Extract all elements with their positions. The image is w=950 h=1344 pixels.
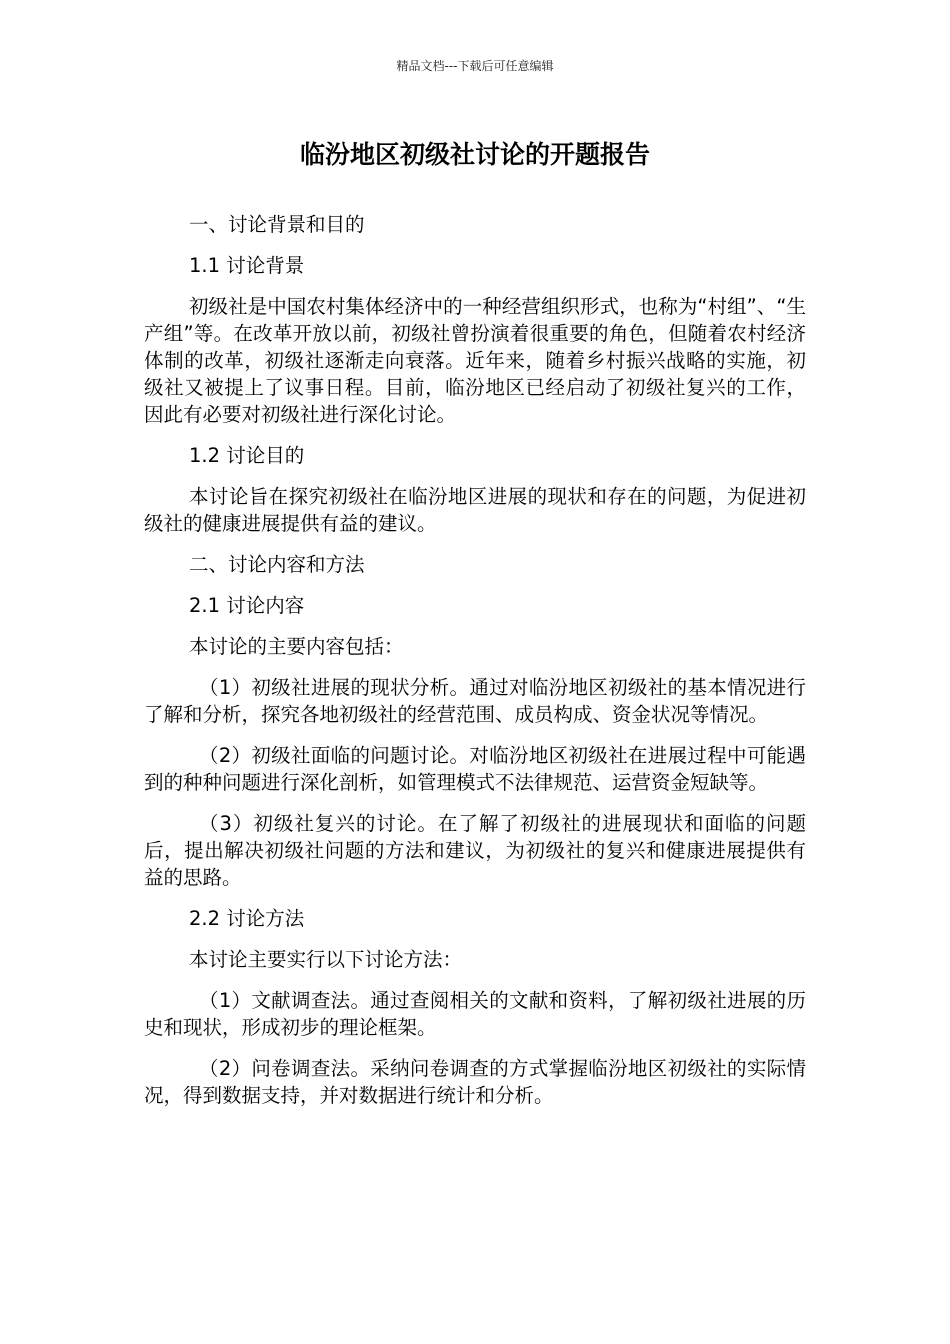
method-list-item: （1）文献调查法。通过查阅相关的文献和资料，了解初级社进展的历史和现状，形成初步的理论框架。 xyxy=(144,989,806,1039)
document-title: 临汾地区初级社讨论的开题报告 xyxy=(299,140,650,169)
section-1-heading: 一、讨论背景和目的 xyxy=(189,213,365,236)
content-list-item: （3）初级社复兴的讨论。在了解了初级社的进展现状和面临的问题后，提出解决初级社问题的方法和建议，为初级社的复兴和健康进展提供有益的思路。 xyxy=(144,812,806,889)
subsection-1-2-paragraph: 本讨论旨在探究初级社在临汾地区进展的现状和存在的问题，为促进初级社的健康进展提供有益的建议。 xyxy=(144,485,806,535)
subsection-2-1-intro: 本讨论的主要内容包括： xyxy=(189,635,404,658)
content-list-item: （1）初级社进展的现状分析。通过对临汾地区初级社的基本情况进行了解和分析，探究各地初级社的经营范围、成员构成、资金状况等情况。 xyxy=(144,676,806,726)
subsection-2-1-heading: 2.1 讨论内容 xyxy=(189,594,305,617)
subsection-1-1-heading: 1.1 讨论背景 xyxy=(189,254,305,277)
subsection-1-2-heading: 1.2 讨论目的 xyxy=(189,444,305,467)
content-list-item: （2）初级社面临的问题讨论。对临汾地区初级社在进展过程中可能遇到的种种问题进行深化剖析，如管理模式不法律规范、运营资金短缺等。 xyxy=(144,744,806,794)
page-header-watermark: 精品文档---下载后可任意编辑 xyxy=(396,59,554,73)
subsection-2-2-intro: 本讨论主要实行以下讨论方法： xyxy=(189,948,463,971)
subsection-2-2-heading: 2.2 讨论方法 xyxy=(189,907,305,930)
section-2-heading: 二、讨论内容和方法 xyxy=(189,553,365,576)
subsection-1-1-paragraph: 初级社是中国农村集体经济中的一种经营组织形式，也称为“村组”、“生产组”等。在改革开放以前，初级社曾扮演着很重要的角色，但随着农村经济体制的改革，初级社逐渐走向衰落。近年来，随着乡村振兴战略的实施，初级社又被提上了议事日程。目前，临汾地区已经启动了初级社复兴的工作，因此有必要对初级社进行深化讨论。 xyxy=(144,295,806,426)
method-list-item: （2）问卷调查法。采纳问卷调查的方式掌握临汾地区初级社的实际情况，得到数据支持，并对数据进行统计和分析。 xyxy=(144,1057,806,1107)
document-body xyxy=(144,211,806,1123)
